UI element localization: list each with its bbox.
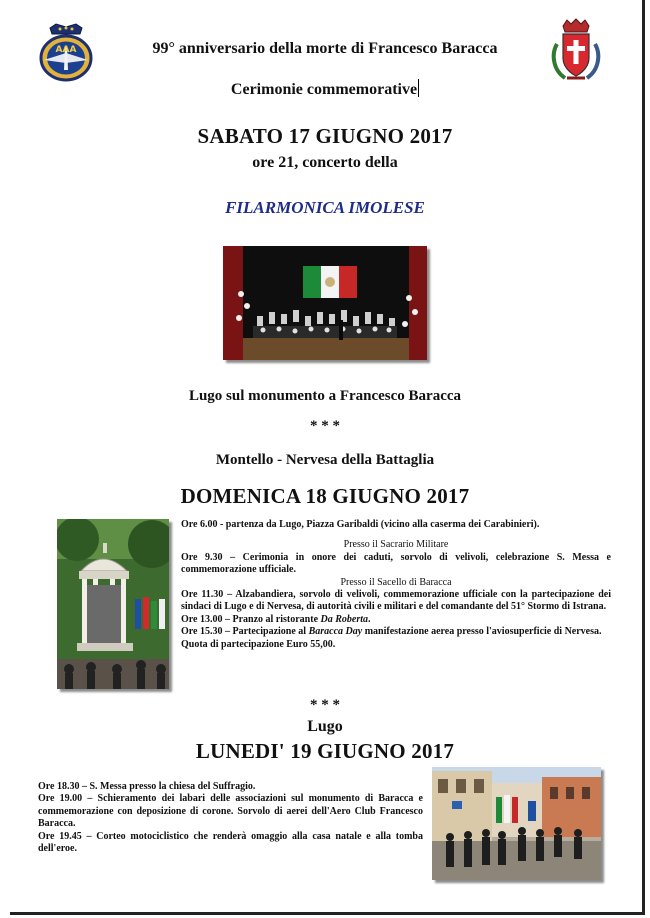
sunday-date: DOMENICA 18 GIUGNO 2017 <box>180 484 470 508</box>
monday-item-motorcade: Ore 19.45 – Corteo motociclistico che renderà omaggio alla casa natale e alla tomba dell'eroe. <box>38 830 423 855</box>
parade-street-photo <box>432 767 601 880</box>
sunday-item-lunch: Ore 13.00 – Pranzo al ristorante Da Roberta. <box>181 613 371 625</box>
sunday-heading-sacrario: Presso il Sacrario Militare <box>343 539 449 551</box>
orchestra-concert-photo <box>223 246 427 360</box>
saturday-time: ore 21, concerto della <box>252 154 398 171</box>
section-separator-2: * * * <box>310 697 340 713</box>
monday-place: Lugo <box>307 718 343 735</box>
monday-schedule <box>38 781 423 855</box>
sunday-schedule <box>181 519 611 651</box>
svg-text:AAA: AAA <box>55 45 77 55</box>
sunday-item-fee: Quota di partecipazione Euro 55,00. <box>181 638 336 650</box>
event-subtitle: Cerimonie commemorative <box>230 81 418 98</box>
saturday-location: Lugo sul monumento a Francesco Baracca <box>188 388 462 404</box>
sunday-item-departure: Ore 6.00 - partenza da Lugo, Piazza Garibaldi (vicino alla caserma dei Carabinieri). <box>181 519 540 530</box>
restaurant-name: Da Roberta <box>320 613 369 625</box>
baracca-day-name: Baracca Day <box>308 626 363 638</box>
sacrario-monument-photo <box>57 519 169 689</box>
orchestra-name: FILARMONICA IMOLESE <box>225 198 425 217</box>
event-title: 99° anniversario della morte di Francesco Baracca <box>152 40 498 57</box>
section-separator-1: * * * <box>310 418 340 434</box>
text-cursor <box>418 79 419 97</box>
sunday-item-ceremony: Ore 9.30 – Cerimonia in onore dei caduti, sorvolo di velivoli, celebrazione S. Messa e commemorazione ufficiale. <box>181 551 611 576</box>
sunday-item-flag-raising: Ore 11.30 – Alzabandiera, sorvolo di velivoli, commemorazione ufficiale con la partecipazione dei sindaci di Lugo e di Nervesa, di autorità civili e militari e del comandante del 51° Stormo di Istrana. <box>181 589 611 613</box>
monday-date: LUNEDI' 19 GIUGNO 2017 <box>195 739 455 763</box>
sunday-item-baracca-day: Ore 15.30 – Partecipazione al Baracca Day manifestazione aerea presso l'aviosuperficie di Nervesa. <box>181 626 602 638</box>
monday-item-banners: Ore 19.00 – Schieramento dei labari delle associazioni sul monumento di Baracca e commemorazione con deposizione di corone. Sorvolo di aerei dell'Aero Club Francesco Baracca. <box>38 793 423 830</box>
sunday-place: Montello - Nervesa della Battaglia <box>215 452 435 468</box>
sunday-heading-sacello: Presso il Sacello di Baracca <box>340 576 452 588</box>
monday-item-mass: Ore 18.30 – S. Messa presso la chiesa del Suffragio. <box>38 781 256 792</box>
saturday-date: SABATO 17 GIUGNO 2017 <box>197 124 453 148</box>
